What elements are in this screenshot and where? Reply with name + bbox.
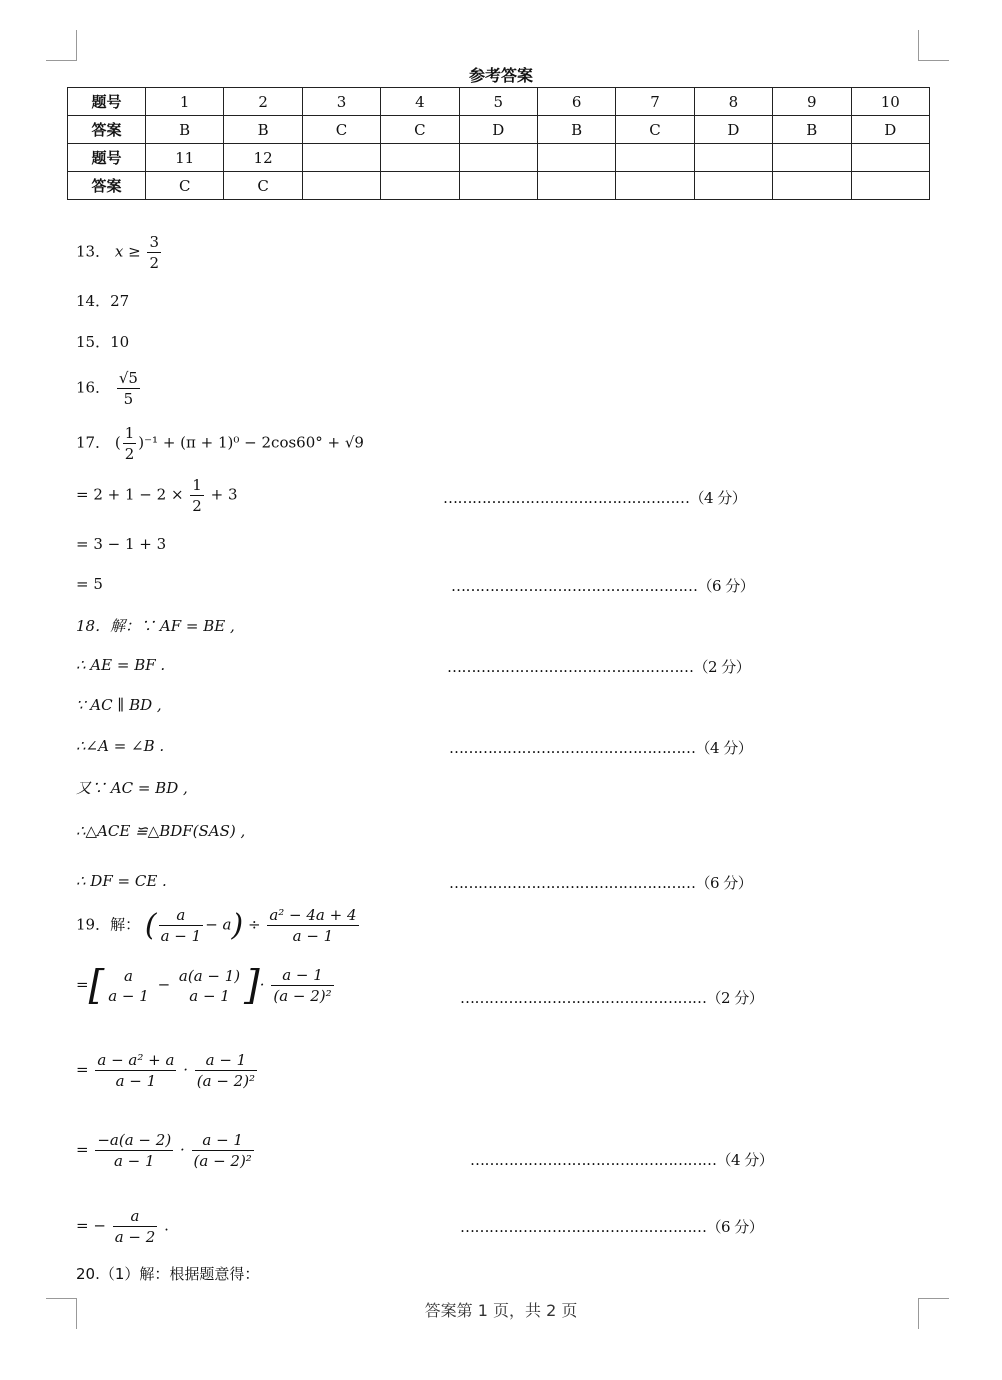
score-marker: ……………………………………………（6 分） — [460, 1218, 764, 1236]
table-cell — [302, 172, 380, 200]
score-marker: ……………………………………………（4 分） — [470, 1151, 774, 1169]
answer-18-line-1: ∴ AE = BF . — [76, 656, 166, 674]
table-cell: D — [851, 116, 929, 144]
answer-19-line-0: 19．解： ( $\frac{a}{a - 1}$ − a) ÷ $\frac{\text{a² − 4a + 4}}{a - 1}$ — [76, 906, 357, 945]
table-cell: B — [224, 116, 302, 144]
answer-18-line-3: ∴∠A = ∠B . — [76, 737, 165, 755]
table-cell — [694, 144, 772, 172]
table-row — [68, 144, 930, 172]
answer-17: 17． ( $\frac{1}{2}$ )⁻¹ + (π + 1)⁰ − 2cos60° + √9 — [76, 424, 364, 463]
table-cell: B — [773, 116, 851, 144]
page-footer: 答案第 1 页，共 2 页 — [424, 1301, 578, 1320]
row-header-cell: 题号 — [68, 88, 146, 116]
table-cell: 9 — [773, 88, 851, 116]
score-marker: ……………………………………………（4 分） — [449, 739, 753, 757]
answer-18-line-5: ∴△ACE ≌△BDF(SAS) , — [76, 822, 246, 840]
table-cell — [381, 172, 459, 200]
answer-19-line-1: =[ a a − 1 − a(a − 1) a − 1 ]· $\frac{a - 1}{\text{(a − 2)²}}$ — [76, 962, 332, 1009]
answer-18-line-2: ∵ AC ∥ BD , — [76, 696, 162, 714]
table-cell: B — [537, 116, 615, 144]
table-row — [68, 172, 930, 200]
crop-mark-top-left — [46, 30, 77, 61]
table-cell: 4 — [381, 88, 459, 116]
answer-18-line-0: 18．解：∵ AF = BE , — [76, 617, 235, 635]
table-cell: 12 — [224, 144, 302, 172]
table-cell: 6 — [537, 88, 615, 116]
answer-20: 20.（1）解：根据题意得： — [76, 1265, 260, 1283]
table-cell — [616, 144, 694, 172]
answer-17-step-2: = 3 − 1 + 3 — [76, 535, 167, 553]
table-cell: 10 — [851, 88, 929, 116]
table-cell — [773, 172, 851, 200]
table-cell: D — [694, 116, 772, 144]
table-cell — [381, 144, 459, 172]
table-cell — [616, 172, 694, 200]
answer-17-step-3: = 5 — [76, 575, 103, 593]
table-cell — [459, 172, 537, 200]
table-cell: C — [381, 116, 459, 144]
crop-mark-top-right — [918, 30, 949, 61]
table-cell: 8 — [694, 88, 772, 116]
score-marker: ……………………………………………（2 分） — [460, 989, 764, 1007]
table-cell: 7 — [616, 88, 694, 116]
answer-15: 15．10 — [76, 333, 130, 351]
table-cell — [459, 144, 537, 172]
table-cell — [851, 172, 929, 200]
table-cell: 2 — [224, 88, 302, 116]
score-marker: ……………………………………………（6 分） — [449, 874, 753, 892]
page-title: 参考答案 — [468, 66, 533, 85]
table-cell: C — [224, 172, 302, 200]
table-cell — [537, 144, 615, 172]
table-cell: B — [146, 116, 224, 144]
table-cell — [851, 144, 929, 172]
answer-table — [67, 87, 930, 200]
table-cell: C — [302, 116, 380, 144]
answer-18-line-4: 又∵ AC = BD , — [76, 779, 188, 797]
table-cell: 11 — [146, 144, 224, 172]
table-cell: C — [616, 116, 694, 144]
answer-16: 16． $\frac{√5}{5}$ — [76, 369, 138, 408]
table-cell: C — [146, 172, 224, 200]
table-cell: 1 — [146, 88, 224, 116]
score-marker: ……………………………………………（4 分） — [443, 489, 747, 507]
answer-19-line-3: = $\frac{-a(a - 2)}{a - 1}$ · $\frac{a - 1}{\text{(a − 2)²}}$ — [76, 1131, 252, 1170]
table-cell — [537, 172, 615, 200]
answer-18-line-6: ∴ DF = CE . — [76, 872, 167, 890]
table-cell — [694, 172, 772, 200]
answer-17-step-1: = 2 + 1 − 2 × $\frac{1}{2}$ + 3 — [76, 476, 238, 515]
table-cell: 3 — [302, 88, 380, 116]
answer-19-line-4: = − $\frac{a}{a - 2}$ . — [76, 1207, 169, 1246]
answer-19-line-2: = $\frac{\text{a − a² + a}}{a - 1}$ · $\frac{a - 1}{\text{(a − 2)²}}$ — [76, 1051, 256, 1090]
table-cell — [773, 144, 851, 172]
table-cell: 5 — [459, 88, 537, 116]
row-header-cell: 答案 — [68, 172, 146, 200]
table-row — [68, 88, 930, 116]
score-marker: ……………………………………………（6 分） — [451, 577, 755, 595]
table-cell — [302, 144, 380, 172]
answer-14: 14．27 — [76, 292, 130, 310]
score-marker: ……………………………………………（2 分） — [447, 658, 751, 676]
answer-13: 13． x ≥ $\frac{3}{2}$ — [76, 233, 159, 272]
table-cell: D — [459, 116, 537, 144]
row-header-cell: 答案 — [68, 116, 146, 144]
row-header-cell: 题号 — [68, 144, 146, 172]
table-row — [68, 116, 930, 144]
